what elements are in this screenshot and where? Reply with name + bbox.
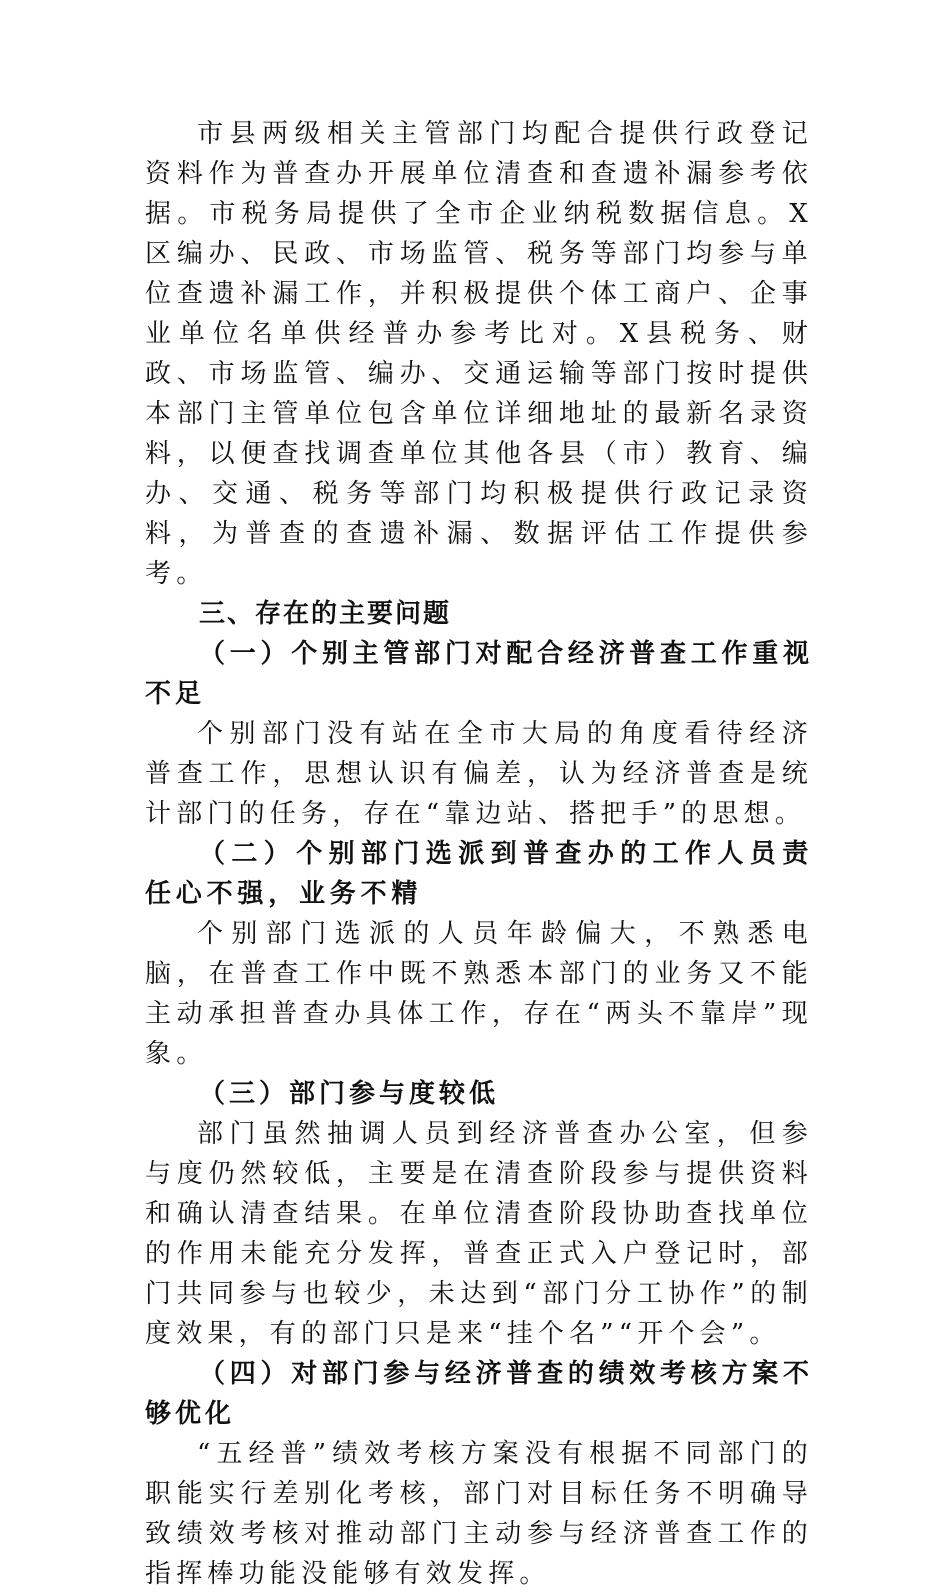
section-heading-main-problems: 三、存在的主要问题 xyxy=(199,599,452,629)
subheading-problem-1: （一）个别主管部门对配合经济普查工作重视不足 xyxy=(145,639,813,709)
paragraph-problem-1: 个别部门没有站在全市大局的角度看待经济普查工作，思想认识有偏差，认为经济普查是统计部门的任务，存在“靠边站、搭把手”的思想。 xyxy=(145,719,813,829)
subheading-problem-4: （四）对部门参与经济普查的绩效考核方案不够优化 xyxy=(145,1359,813,1429)
document-body xyxy=(145,114,813,1594)
subheading-problem-3: （三）部门参与度较低 xyxy=(199,1079,500,1109)
paragraph-administrative-data: 市县两级相关主管部门均配合提供行政登记资料作为普查办开展单位清查和查遗补漏参考依据。市税务局提供了全市企业纳税数据信息。X区编办、民政、市场监管、税务等部门均参与单位查遗补漏工作，并积极提供个体工商户、企事业单位名单供经普办参考比对。X县税务、财政、市场监管、编办、交通运输等部门按时提供本部门主管单位包含单位详细地址的最新名录资料，以便查找调查单位其他各县（市）教育、编办、交通、税务等部门均积极提供行政记录资料，为普查的查遗补漏、数据评估工作提供参考。 xyxy=(145,119,813,589)
paragraph-problem-3: 部门虽然抽调人员到经济普查办公室，但参与度仍然较低，主要是在清查阶段参与提供资料和确认清查结果。在单位清查阶段协助查找单位的作用未能充分发挥，普查正式入户登记时，部门共同参与也较少，未达到“部门分工协作”的制度效果，有的部门只是来“挂个名”“开个会”。 xyxy=(145,1119,813,1349)
paragraph-problem-4: “五经普”绩效考核方案没有根据不同部门的职能实行差别化考核，部门对目标任务不明确导致绩效考核对推动部门主动参与经济普查工作的指挥棒功能没能够有效发挥。 xyxy=(145,1439,813,1589)
subheading-problem-2: （二）个别部门选派到普查办的工作人员责任心不强，业务不精 xyxy=(145,839,813,909)
paragraph-problem-2: 个别部门选派的人员年龄偏大，不熟悉电脑，在普查工作中既不熟悉本部门的业务又不能主动承担普查办具体工作，存在“两头不靠岸”现象。 xyxy=(145,919,813,1069)
